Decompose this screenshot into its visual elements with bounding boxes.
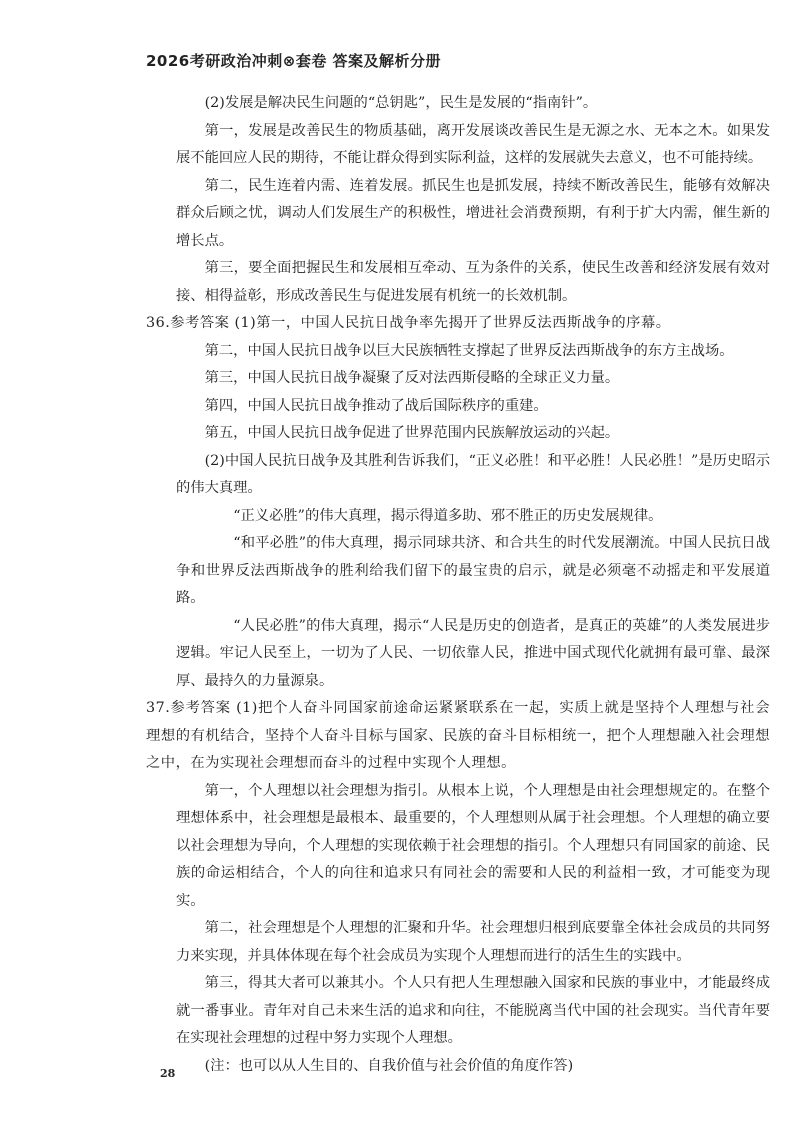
q36-point-5: 第五，中国人民抗日战争促进了世界范围内民族解放运动的兴起。 [204,425,620,441]
q35-part2-intro: (2)发展是解决民生问题的“总钥匙”，民生是发展的“指南针”。 [204,95,598,111]
answer-content [146,90,770,1080]
q35-point-2: 第二，民生连着内需、连着发展。抓民生也是抓发展，持续不断改善民生，能够有效解决群众后顾之忧，调动人们发展生产的积极性，增进社会消费预期，有利于扩大内需，催生新的增长点。 [176,177,770,249]
q36-answer-lead: 36.参考答案 (1)第一，中国人民抗日战争率先揭开了世界反法西斯战争的序幕。 [146,315,671,331]
q35-point-3: 第三，要全面把握民生和发展相互牵动、互为条件的关系，使民生改善和经济发展有效对接、相得益彰，形成改善民生与促进发展有机统一的长效机制。 [176,260,770,304]
q37-note: (注：也可以从人生目的、自我价值与社会价值的角度作答) [204,1057,574,1074]
q35-point-1: 第一，发展是改善民生的物质基础，离开发展谈改善民生是无源之水、无本之木。如果发展不能回应人民的期待，不能让群众得到实际利益，这样的发展就失去意义，也不可能持续。 [176,122,770,166]
q37-answer-lead: 37.参考答案 (1)把个人奋斗同国家前途命运紧紧联系在一起，实质上就是坚持个人理想与社会理想的有机结合，坚持个人奋斗目标与国家、民族的奋斗目标相统一，把个人理想融入社会理想之中，在为实现社会理想而奋斗的过程中实现个人理想。 [146,700,770,771]
q36-part2-intro: (2)中国人民抗日战争及其胜利告诉我们，“正义必胜！和平必胜！人民必胜！”是历史昭示的伟大真理。 [176,452,770,496]
q37-point-3: 第三，得其大者可以兼其小。个人只有把人生理想融入国家和民族的事业中，才能最终成就一番事业。青年对自己未来生活的追求和向往，不能脱离当代中国的社会现实。当代青年要在实现社会理想的过程中努力实现个人理想。 [176,975,770,1046]
q36-point-3: 第三，中国人民抗日战争凝聚了反对法西斯侵略的全球正义力量。 [204,370,620,386]
q37-point-1: 第一，个人理想以社会理想为指引。从根本上说，个人理想是由社会理想规定的。在整个理想体系中，社会理想是最根本、最重要的，个人理想则从属于社会理想。个人理想的确立要以社会理想为导向，个人理想的实现依赖于社会理想的指引。个人理想只有同国家的前途、民族的命运相结合，个人的向往和追求只有同社会的需要和人民的利益相一致，才可能变为现实。 [176,782,770,909]
q36-point-2: 第二，中国人民抗日战争以巨大民族牺牲支撑起了世界反法西斯战争的东方主战场。 [204,342,734,359]
q36-justice-truth: “正义必胜”的伟大真理，揭示得道多助、邪不胜正的历史发展规律。 [233,507,663,524]
q36-point-4: 第四，中国人民抗日战争推动了战后国际秩序的重建。 [204,397,548,414]
q36-peace-truth: “和平必胜”的伟大真理，揭示同球共济、和合共生的时代发展潮流。中国人民抗日战争和世界反法西斯战争的胜利给我们留下的最宝贵的启示，就是必须毫不动摇走和平发展道路。 [176,535,770,606]
running-header: 2026考研政治冲刺⊗套卷 答案及解析分册 [146,52,442,70]
page-number: 28 [160,1067,176,1080]
q36-people-truth: “人民必胜”的伟大真理，揭示“人民是历史的创造者，是真正的英雄”的人类发展进步逻辑。牢记人民至上，一切为了人民、一切依靠人民，推进中国式现代化就拥有最可靠、最深厚、最持久的力量源泉。 [176,617,770,689]
q37-point-2: 第二，社会理想是个人理想的汇聚和升华。社会理想归根到底要靠全体社会成员的共同努力来实现，并具体体现在每个社会成员为实现个人理想而进行的活生生的实践中。 [176,920,770,964]
